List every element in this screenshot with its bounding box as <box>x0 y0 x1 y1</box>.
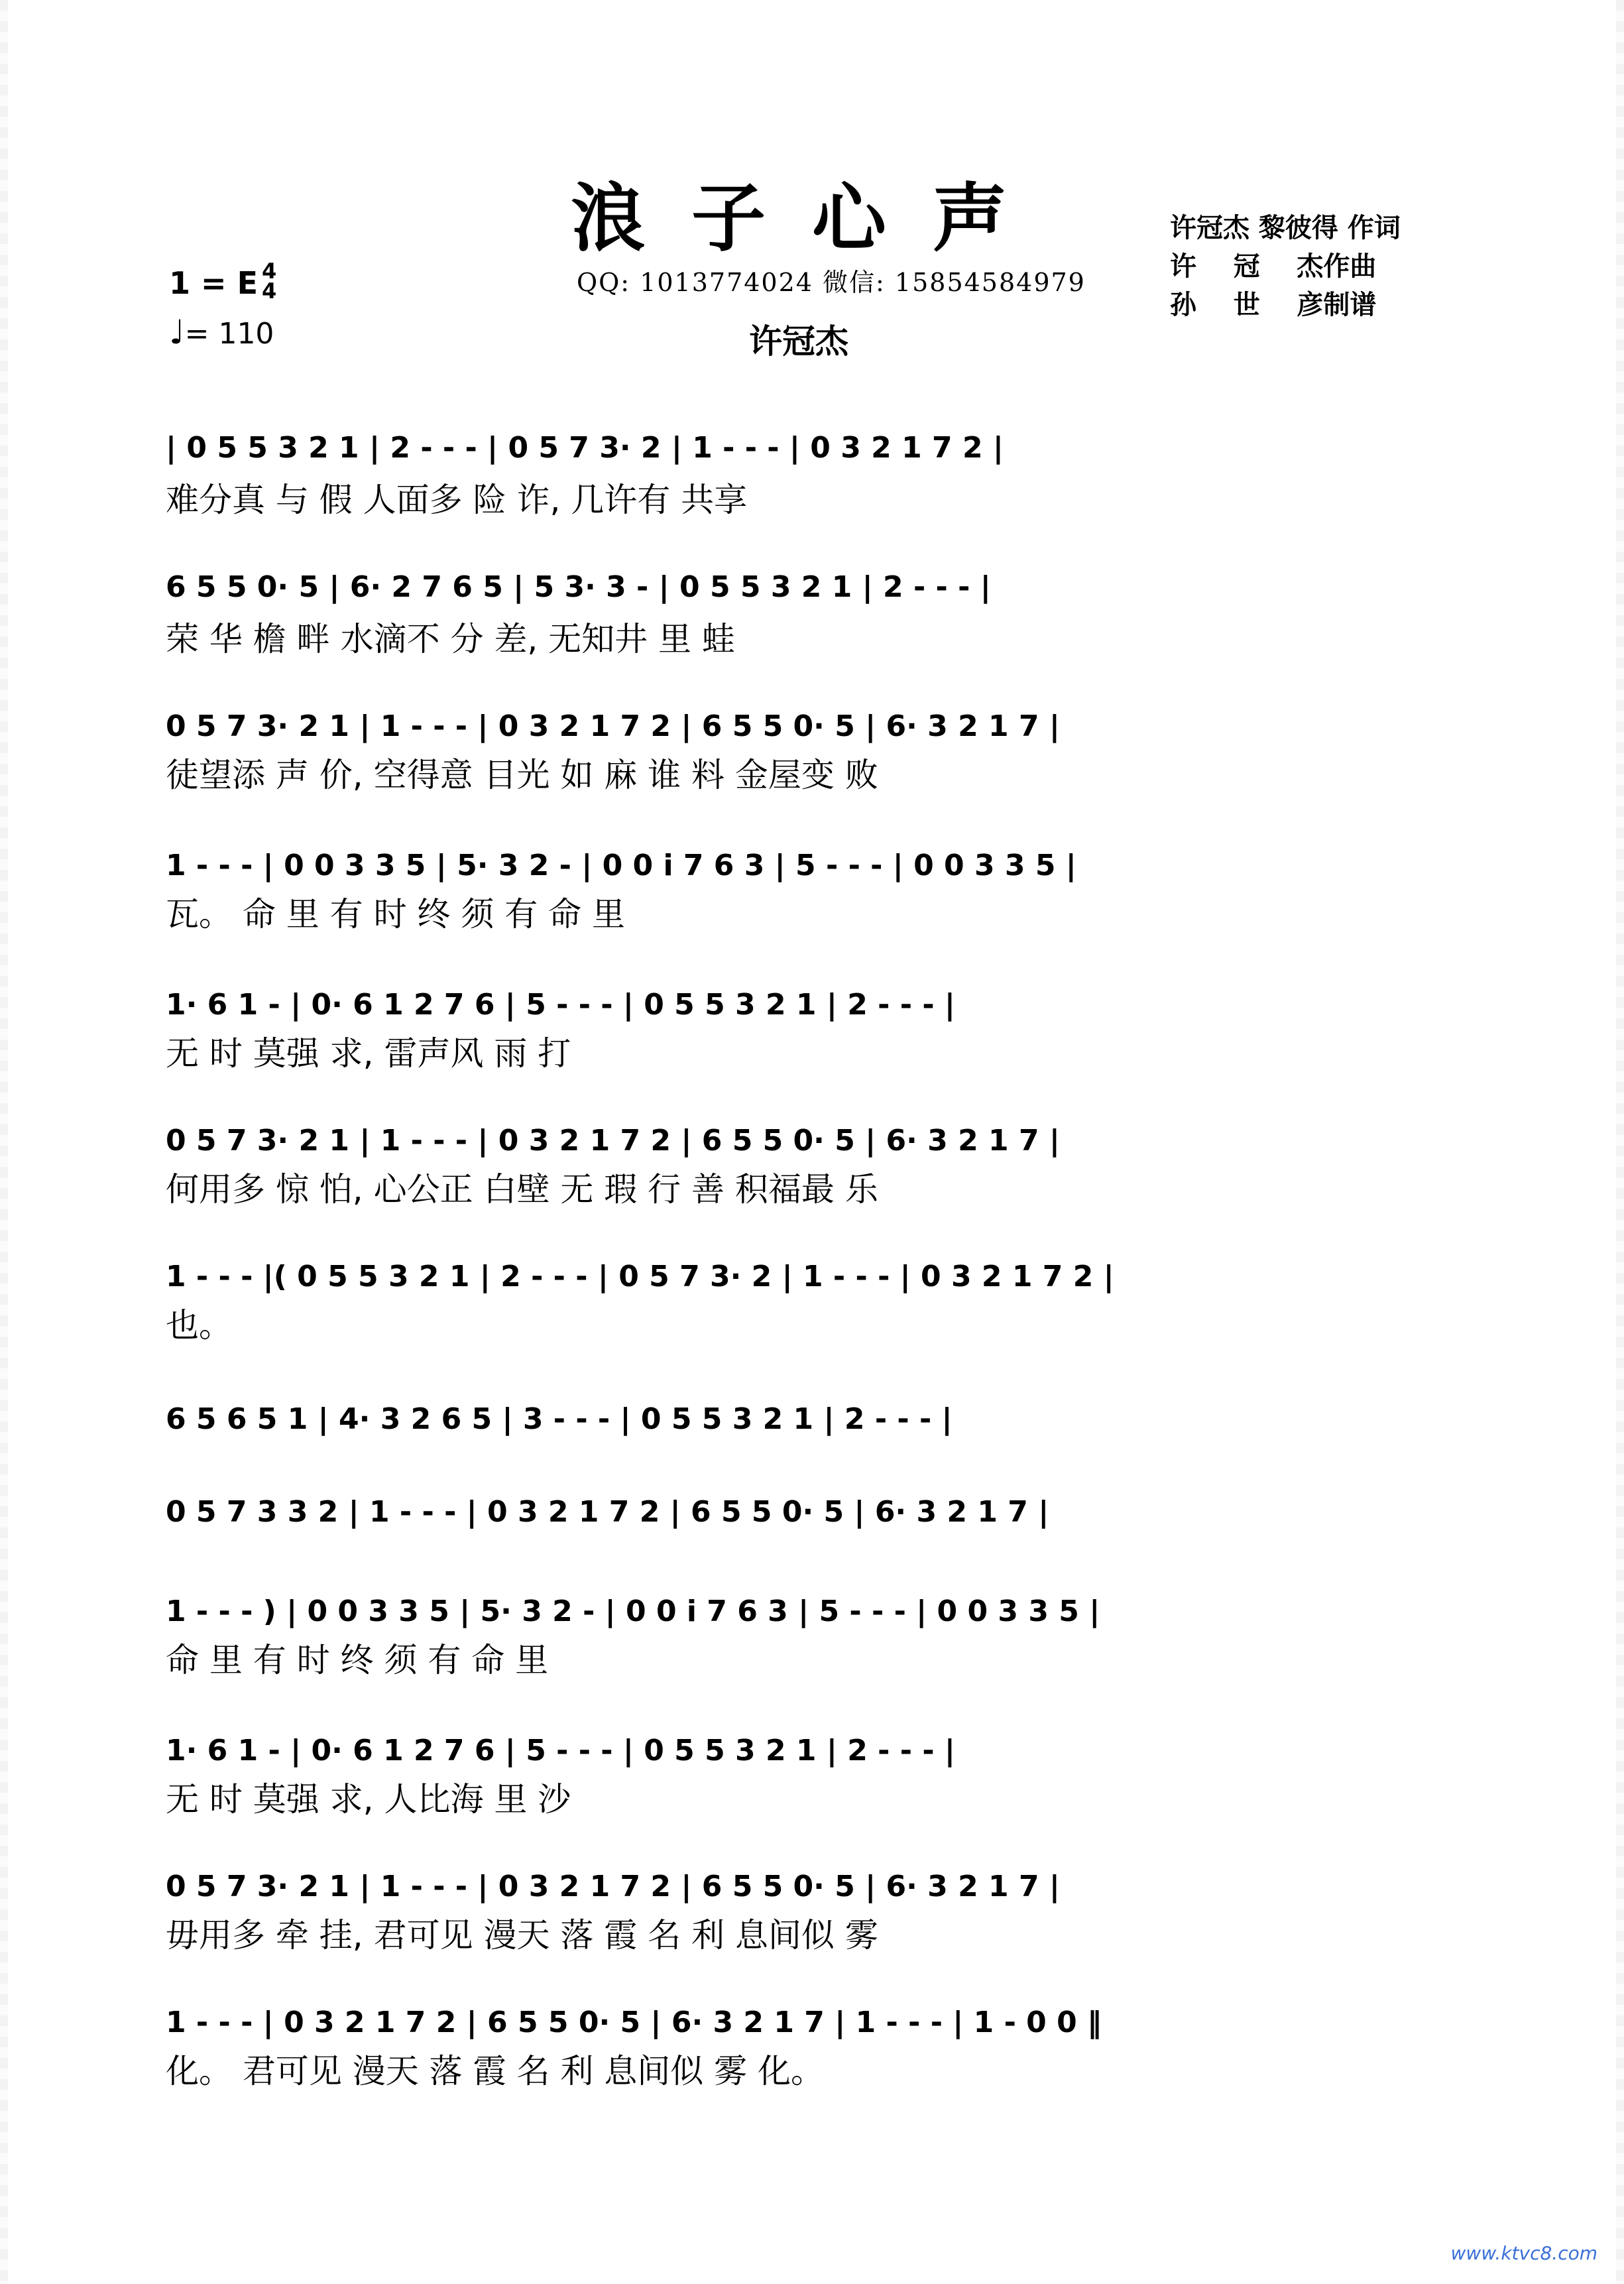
lyric-line-13: 化。 君可见 漫天 落 霞 名 利 息间似 雾 化。 <box>166 2052 825 2090</box>
staff-line-7: 1 - - - |( 0 5 5 3 2 1 | 2 - - - | 0 5 7 3· 2 | 1 - - - | 0 3 2 1 7 2 | <box>166 1259 1114 1293</box>
credits <box>1170 209 1401 324</box>
site-watermark: www.ktvc8.com <box>1450 2242 1597 2264</box>
tempo-value: = 110 <box>184 317 274 351</box>
lyric-line-11: 无 时 莫强 求, 人比海 里 沙 <box>166 1780 571 1819</box>
lyric-line-12: 毋用多 牵 挂, 君可见 漫天 落 霞 名 利 息间似 雾 <box>166 1916 878 1954</box>
lyric-line-2: 荣 华 檐 畔 水滴不 分 差, 无知井 里 蛙 <box>166 620 735 658</box>
lyricist-credit: 许冠杰 黎彼得 作词 <box>1170 213 1401 243</box>
staff-line-2: 6 5 5 0· 5 | 6· 2 7 6 5 | 5 3· 3 - | 0 5 5 3 2 1 | 2 - - - | <box>166 570 991 604</box>
lyric-line-6: 何用多 惊 怕, 心公正 白壁 无 瑕 行 善 积福最 乐 <box>166 1170 878 1209</box>
staff-line-12: 0 5 7 3· 2 1 | 1 - - - | 0 3 2 1 7 2 | 6 5 5 0· 5 | 6· 3 2 1 7 | <box>166 1869 1060 1903</box>
singer-name: 许冠杰 <box>749 322 848 361</box>
staff-line-3: 0 5 7 3· 2 1 | 1 - - - | 0 3 2 1 7 2 | 6 5 5 0· 5 | 6· 3 2 1 7 | <box>166 709 1060 743</box>
lyric-line-4: 瓦。 命 里 有 时 终 须 有 命 里 <box>166 895 626 933</box>
composer-credit: 许 冠 杰作曲 <box>1170 251 1377 282</box>
contact-info: QQ: 1013774024 微信: 15854584979 <box>577 268 1086 297</box>
staff-line-8: 6 5 6 5 1 | 4· 3 2 6 5 | 3 - - - | 0 5 5 3 2 1 | 2 - - - | <box>166 1402 953 1436</box>
lyric-line-5: 无 时 莫强 求, 雷声风 雨 打 <box>166 1034 571 1073</box>
lyric-line-3: 徒望添 声 价, 空得意 目光 如 麻 谁 料 金屋变 败 <box>166 756 878 794</box>
key-signature: 1 = E <box>169 265 259 301</box>
tempo-marking <box>169 313 274 351</box>
lyric-line-1: 难分真 与 假 人面多 险 诈, 几许有 共享 <box>166 481 748 519</box>
arranger-credit: 孙 世 彦制谱 <box>1170 290 1377 320</box>
lyric-line-9 <box>166 1535 1465 1581</box>
song-title: 浪子心声 <box>571 175 1053 262</box>
time-signature-top: 4 <box>262 259 277 284</box>
staff-line-9: 0 5 7 3 3 2 | 1 - - - | 0 3 2 1 7 2 | 6 5 5 0· 5 | 6· 3 2 1 7 | <box>166 1494 1049 1529</box>
lyric-line-10: 命 里 有 时 终 须 有 命 里 <box>166 1641 549 1679</box>
left-border <box>0 0 8 2284</box>
staff-line-10: 1 - - - ) | 0 0 3 3 5 | 5· 3 2 - | 0 0 i 7 6 3 | 5 - - - | 0 0 3 3 5 | <box>166 1594 1100 1628</box>
staff-line-5: 1· 6 1 - | 0· 6 1 2 7 6 | 5 - - - | 0 5 5 3 2 1 | 2 - - - | <box>166 987 955 1022</box>
staff-line-11: 1· 6 1 - | 0· 6 1 2 7 6 | 5 - - - | 0 5 5 3 2 1 | 2 - - - | <box>166 1733 955 1768</box>
staff-line-4: 1 - - - | 0 0 3 3 5 | 5· 3 2 - | 0 0 i 7 6 3 | 5 - - - | 0 0 3 3 5 | <box>166 848 1076 882</box>
staff-line-13: 1 - - - | 0 3 2 1 7 2 | 6 5 5 0· 5 | 6· 3 2 1 7 | 1 - - - | 1 - 0 0 ‖ <box>166 2005 1102 2039</box>
staff-line-1: | 0 5 5 3 2 1 | 2 - - - | 0 5 7 3· 2 | 1 - - - | 0 3 2 1 7 2 | <box>166 430 1004 465</box>
right-border <box>1616 0 1624 2284</box>
time-signature <box>262 259 277 304</box>
lyric-line-7: 也。 <box>166 1306 232 1345</box>
staff-line-6: 0 5 7 3· 2 1 | 1 - - - | 0 3 2 1 7 2 | 6 5 5 0· 5 | 6· 3 2 1 7 | <box>166 1123 1060 1158</box>
time-signature-bottom: 4 <box>262 278 277 304</box>
quarter-note-icon: ♩ <box>169 313 185 351</box>
